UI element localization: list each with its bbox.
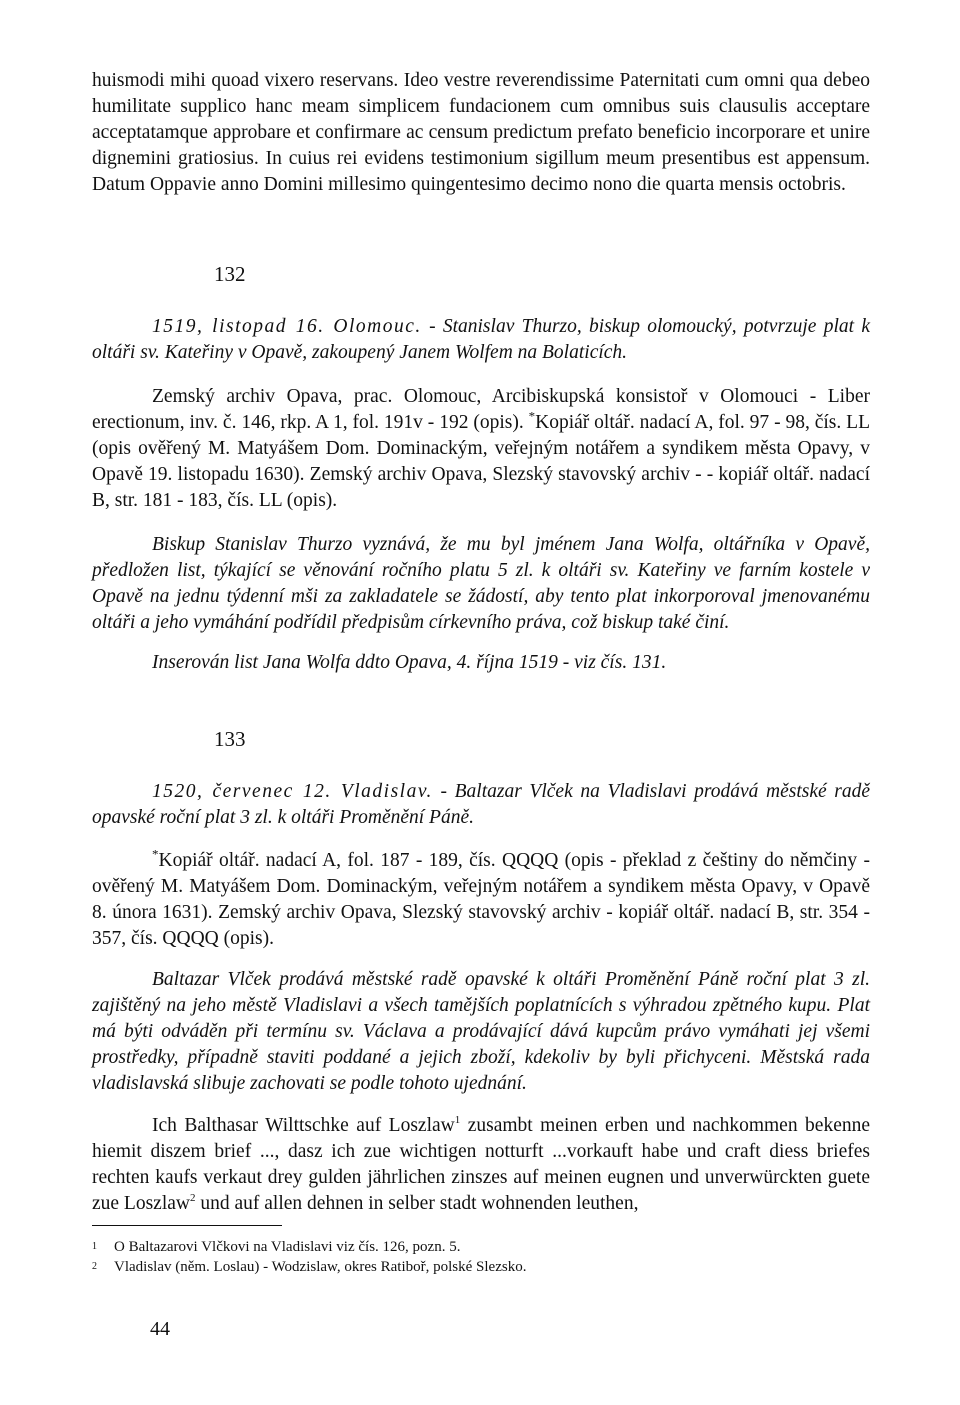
sources-b-132: Kopiář oltář. nadací A, fol. 97 - 98, čís. LL (opis ověřený M. Matyášem Dom. Dominackým, veřejným notářem a syndikem města Opavy, v Opavě 19. listopadu 1630). Zemský archiv Opava, Slezský stavovský archiv - - kopiář oltář. nadací B, str. 181 - 183, čís. LL (opis). bbox=[92, 412, 870, 511]
page-number: 44 bbox=[150, 1318, 170, 1340]
summary-133: Baltazar Vlček prodává městské radě opavské k oltáři Proměnění Páně roční plat 3 zl. zajištěný na jeho městě Vladislavi a všech tamějších poplatnících s výhradou zpětného kupu. Plat má býti odváděn při termínu sv. Václava a prodávající dává kupcům právo vymáhati jej všemi prostředky, případně staviti poddané a jejich zboží, kdekoliv by byli přichyceni. Městská rada vladislavská slibuje zachovati se podle tohoto ujednání. bbox=[92, 969, 870, 1094]
opening-paragraph: huismodi mihi quoad vixero reservans. Ideo vestre reverendissime Paternitati cum omni qua debeo humilitate supplico hanc meam simplicem fundacionem cum omnibus suis clausulis acceptare acceptatamque approbare et confirmare ac censum predictum prefato beneficio incorporare et unire dignemini gratiosius. In cuius rei evidens testimonium sigillum meum presentibus est appensum. Datum Oppavie anno Domini millesimo quingentesimo decimo nono die quarta mensis octobris. bbox=[92, 70, 870, 195]
asterisk-mark: * bbox=[152, 846, 159, 862]
sources-text-133: Kopiář oltář. nadací A, fol. 187 - 189, čís. QQQQ (opis - překlad z češtiny do němčiny - ověřený M. Matyášem Dom. Dominackým, veřejným notářem a syndikem města Opavy, v Opavě 8. února 1631). Zemský archiv Opava, Slezský stavovský archiv - kopiář oltář. nadací B, str. 354 - 357, čís. QQQQ (opis). bbox=[92, 850, 870, 949]
footnote-mark-2: 2 bbox=[92, 1261, 97, 1272]
doc-number-133: 133 bbox=[214, 727, 246, 751]
regest-132 bbox=[92, 314, 870, 366]
footnote-ref-1: 1 bbox=[454, 1113, 461, 1126]
german-text-133 bbox=[92, 1113, 870, 1217]
footnote-divider bbox=[92, 1225, 282, 1226]
sources-133 bbox=[92, 848, 870, 952]
sources-132 bbox=[92, 384, 870, 514]
footnote-mark-1: 1 bbox=[92, 1241, 97, 1252]
regest-133 bbox=[92, 779, 870, 831]
summary-132: Biskup Stanislav Thurzo vyznává, že mu byl jménem Jana Wolfa, oltářníka v Opavě, předložen list, týkající se věnování ročního platu 5 zl. k oltáři sv. Kateřiny ve farním kostele v Opavě na jednu týdenní mši za zakladatele se žádostí, aby tento plat inkorporoval jmenovanému oltáři a jeho vymáhání podřídil předpisům církevního práva, což biskup také činí. bbox=[92, 534, 870, 633]
footnote-ref-2: 2 bbox=[190, 1191, 196, 1204]
footnote-text-2: Vladislav (něm. Loslau) - Wodzislaw, okres Ratiboř, polské Slezsko. bbox=[114, 1259, 527, 1275]
footnote-2 bbox=[92, 1258, 870, 1276]
inserted-note-132: Inserován list Jana Wolfa ddto Opava, 4. října 1519 - viz čís. 131. bbox=[152, 652, 667, 673]
asterisk-mark: * bbox=[528, 408, 536, 424]
german-text-part2: zusambt meinen erben und nachkommen bekenne hiemit diszem brief ..., dasz ich zue wichtigen notturft ...vorkauft habe und craft diess briefes rechten kaufs verkaut drey gulden jährlichen zinszes auf meinen eugnen und unverwürckten guete zue Loszlaw bbox=[92, 1115, 871, 1214]
doc-number-132: 132 bbox=[214, 262, 246, 286]
german-text-part3: und auf allen dehnen in selber stadt wohnenden leuthen, bbox=[195, 1193, 639, 1214]
regest-text-132: - Stanislav Thurzo, biskup olomoucký, potvrzuje plat k oltáři sv. Kateřiny v Opavě, zakoupený Janem Wolfem na Bolaticích. bbox=[92, 316, 870, 363]
regest-text-133: - Baltazar Vlček na Vladislavi prodává městské radě opavské roční plat 3 zl. k oltáři Proměnění Páně. bbox=[92, 781, 870, 828]
sources-a-132: Zemský archiv Opava, prac. Olomouc, Arcibiskupská konsistoř v Olomouci - Liber erectionum, inv. č. 146, rkp. A 1, fol. 191v - 192 (opis). bbox=[92, 386, 870, 433]
dateplace-132: 1519, listopad 16. Olomouc. bbox=[152, 316, 422, 337]
dateplace-133: 1520, červenec 12. Vladislav. bbox=[152, 781, 433, 802]
footnote-1 bbox=[92, 1238, 870, 1256]
footnote-text-1: O Baltazarovi Vlčkovi na Vladislavi viz čís. 126, pozn. 5. bbox=[114, 1239, 461, 1255]
german-text-part1: Ich Balthasar Wilttschke auf Loszlaw bbox=[152, 1115, 455, 1136]
